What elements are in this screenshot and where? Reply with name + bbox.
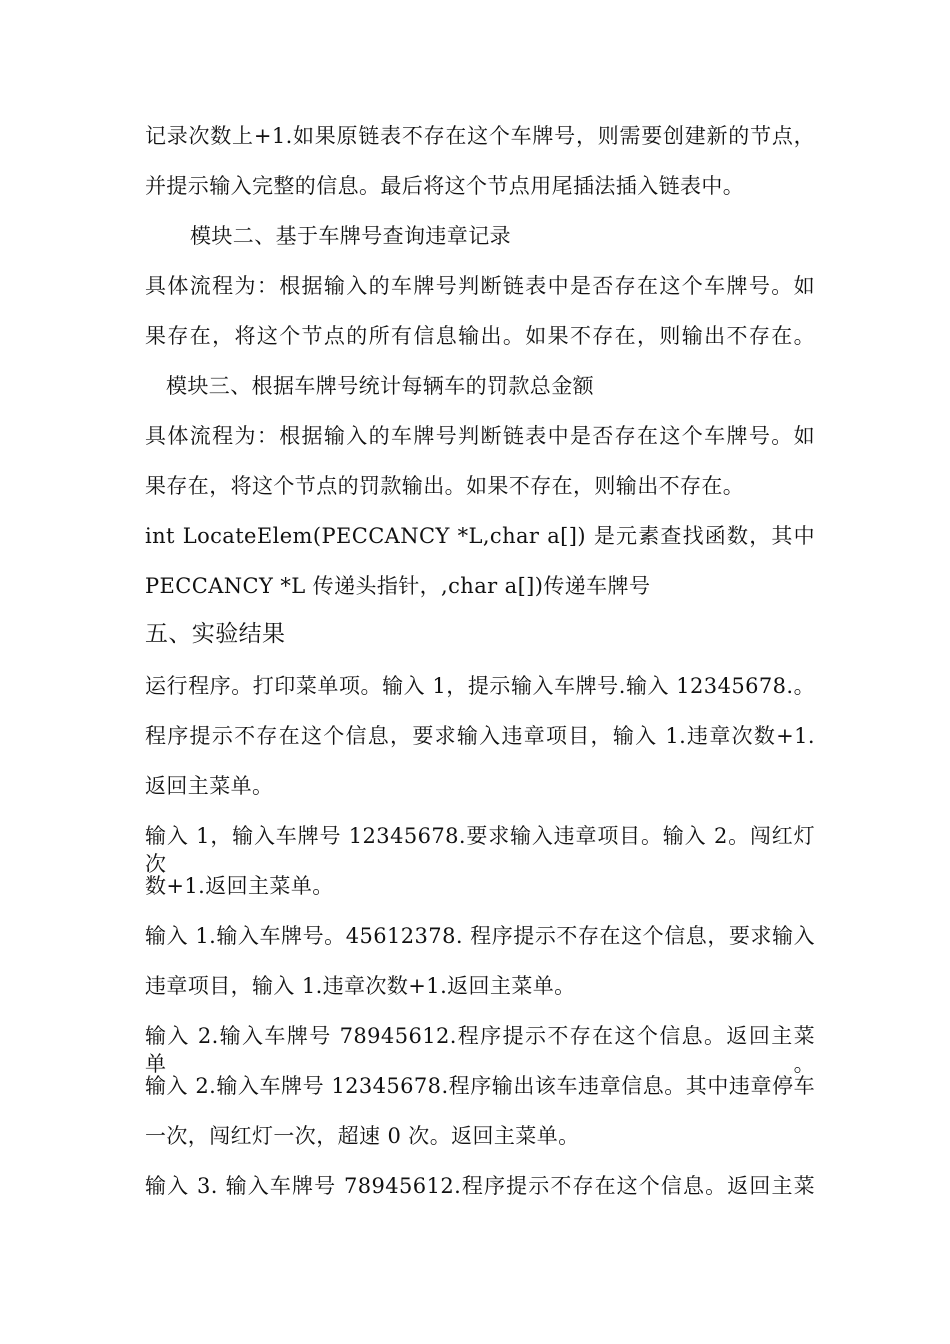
body-text-line: 果存在，将这个节点的罚款输出。如果不存在，则输出不存在。 [145,474,745,498]
section-heading: 五、实验结果 [145,621,286,647]
body-text-line: 返回主菜单。 [145,774,274,798]
body-text-line: 输入 2.输入车牌号 12345678.程序输出该车违章信息。其中违章停车 [145,1074,815,1098]
body-text-line: 程序提示不存在这个信息，要求输入违章项目，输入 1.违章次数+1. [145,724,815,748]
body-text-line: 输入 3. 输入车牌号 78945612.程序提示不存在这个信息。返回主菜 [145,1174,815,1198]
module-heading: 模块三、根据车牌号统计每辆车的罚款总金额 [166,374,594,398]
body-text-line: 运行程序。打印菜单项。输入 1，提示输入车牌号.输入 12345678.。 [145,674,815,698]
body-text-line: 输入 1，输入车牌号 12345678.要求输入违章项目。输入 2。闯红灯次 [145,824,815,876]
body-text-line: 果存在，将这个节点的所有信息输出。如果不存在，则输出不存在。 [145,324,815,348]
body-text-line: 记录次数上+1.如果原链表不存在这个车牌号，则需要创建新的节点， [145,124,815,148]
module-heading: 模块二、基于车牌号查询违章记录 [190,224,511,248]
body-text-line: 输入 2.输入车牌号 78945612.程序提示不存在这个信息。返回主菜单。 [145,1024,815,1076]
body-text-line: 违章项目，输入 1.违章次数+1.返回主菜单。 [145,974,576,998]
body-text-line: 具体流程为：根据输入的车牌号判断链表中是否存在这个车牌号。如 [145,424,815,448]
body-text-line: 并提示输入完整的信息。最后将这个节点用尾插法插入链表中。 [145,174,745,198]
body-text-line: 一次，闯红灯一次，超速 0 次。返回主菜单。 [145,1124,580,1148]
body-text-line: PECCANCY *L 传递头指针，,char a[])传递车牌号 [145,574,651,598]
body-text-line: 输入 1.输入车牌号。45612378. 程序提示不存在这个信息，要求输入 [145,924,815,948]
body-text-line: 具体流程为：根据输入的车牌号判断链表中是否存在这个车牌号。如 [145,274,815,298]
body-text-line: 数+1.返回主菜单。 [145,874,334,898]
body-text-line: int LocateElem(PECCANCY *L,char a[]) 是元素查找函数，其中 [145,524,815,548]
